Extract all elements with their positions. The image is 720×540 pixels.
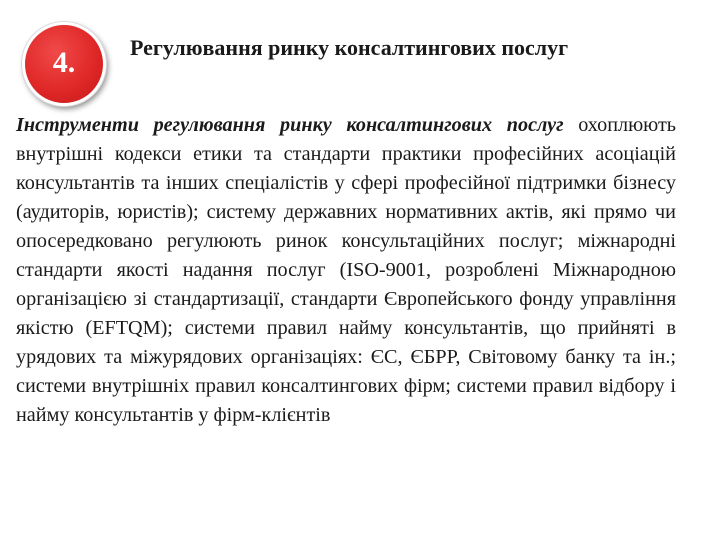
slide-number-badge <box>22 22 106 106</box>
slide-title: Регулювання ринку консалтингових послуг <box>130 35 569 60</box>
slide-number-text: 4. <box>52 46 76 79</box>
lead-phrase: Інструменти регулювання ринку консалтингових послуг <box>16 114 564 136</box>
body-paragraph <box>16 111 676 430</box>
body-text: охоплюють внутрішні кодекси етики та стандарти практики професійних асоціацій консультантів та інших спеціалістів у сфері професійної підтримки бізнесу (аудиторів, юристів); систему державних нормативних актів, які прямо чи опосередковано регулюють ринок консультаційних послуг; міжнародні стандарти якості надання послуг (ISO-9001, розроблені Міжнародною організацією зі стандартизації, стандарти Європейського фонду управління якістю (EFTQM); системи правил найму консультантів, що прийняті в урядових та міжурядових організаціях: ЄС, ЄБРР, Світовому банку та ін.; системи внутрішніх правил консалтингових фірм; системи правил відбору і найму консультантів у фірм-клієнтів <box>16 114 677 426</box>
